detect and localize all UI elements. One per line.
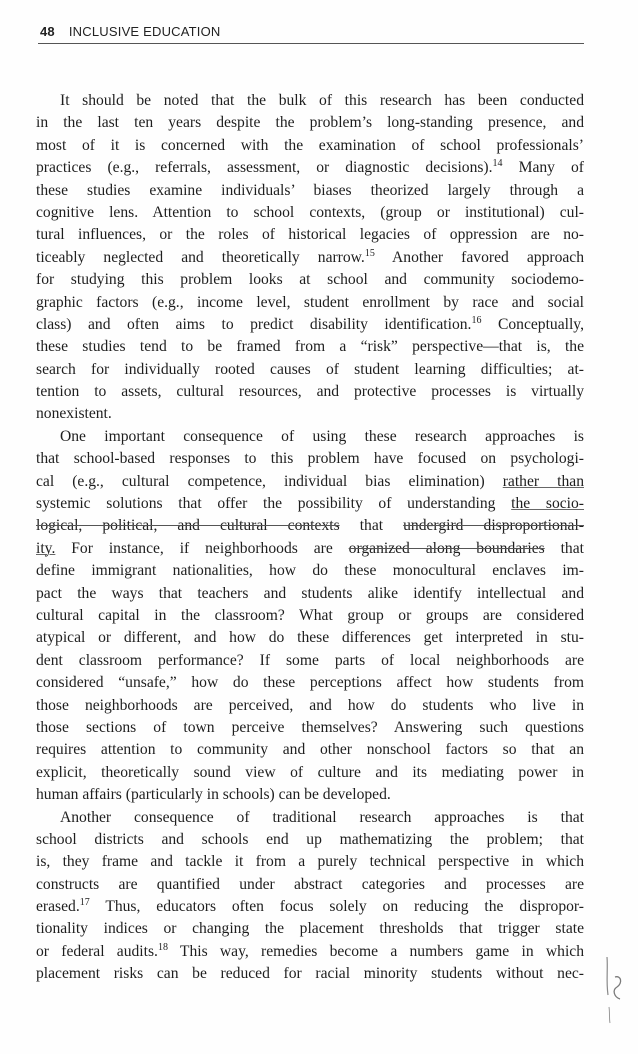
text-line: Another consequence of traditional research approaches is that — [60, 808, 584, 826]
pencil-underline: rather than — [502, 472, 584, 490]
text-line: explicit, theoretically sound view of culture and its mediating power in — [36, 763, 584, 781]
pencil-strikethrough: organized along boundaries — [348, 539, 545, 557]
text-line: cognitive lens. Attention to school contexts, (group or institutional) cul- — [36, 203, 584, 221]
text-line: these studies tend to be framed from a “risk” perspective—that is, the — [36, 338, 584, 356]
text-line: systemic solutions that offer the possibility of understanding the socio- — [36, 495, 585, 513]
text-line: school districts and schools end up mathematizing the problem; that — [36, 830, 584, 848]
text-line: requires attention to community and other nonschool factors so that an — [36, 741, 584, 759]
text-line: these studies examine individuals’ biases theorized largely through a — [36, 181, 584, 199]
margin-pencil-mark — [603, 955, 627, 1025]
body-text — [36, 90, 584, 986]
text-line: for studying this problem looks at school and community sociodemo- — [36, 271, 584, 289]
text-line: ity. For instance, if neighborhoods are organized along boundaries that — [36, 539, 584, 557]
text-line: tural influences, or the roles of historical legacies of oppression are no- — [36, 226, 584, 244]
text-line: tionality indices or changing the placement thresholds that trigger state — [36, 920, 584, 938]
text-line: placement risks can be reduced for racial minority students without nec- — [36, 965, 584, 983]
text-line: is, they frame and tackle it from a purely technical perspective in which — [36, 853, 584, 871]
text-line: ticeably neglected and theoretically narrow.$^{15}$ Another favored approach — [36, 247, 584, 266]
pencil-strikethrough: logical, political, and cultural contexts — [36, 517, 340, 535]
text-line: nonexistent. — [36, 405, 112, 423]
footnote-ref: 18 — [157, 941, 168, 953]
text-line: cultural capital in the classroom? What group or groups are considered — [36, 606, 584, 624]
running-title: INCLUSIVE EDUCATION — [68, 24, 221, 39]
text-line: constructs are quantified under abstract categories and processes are — [36, 875, 584, 893]
text-line: One important consequence of using these research approaches is — [60, 427, 584, 445]
text-line: considered “unsafe,” how do these perceptions affect how students from — [36, 674, 584, 692]
text-line: human affairs (particularly in schools) can be developed. — [36, 786, 391, 804]
pencil-strikethrough: undergird disproportional- — [403, 517, 584, 535]
text-line: logical, political, and cultural contexts that undergird disproportional- — [36, 517, 584, 535]
text-line: those neighborhoods are perceived, and how do students who live in — [36, 696, 584, 714]
pencil-underline: ity. — [36, 539, 56, 557]
footnote-ref: 16 — [471, 314, 482, 326]
text-line: or federal audits.$^{18}$ This way, remedies become a numbers game in which — [36, 941, 584, 960]
text-line: tention to assets, cultural resources, and protective processes is virtually — [36, 383, 584, 401]
header-rule — [38, 43, 584, 44]
pencil-underline: the socio- — [511, 495, 585, 513]
text-line: dent classroom performance? If some parts of local neighborhoods are — [36, 651, 584, 669]
text-line: search for individually rooted causes of student learning difficulties; at- — [36, 360, 584, 378]
text-line: that school-based responses to this problem have focused on psychologi- — [36, 450, 584, 468]
footnote-ref: 14 — [492, 158, 503, 170]
page-number: 48 — [40, 24, 55, 39]
text-line: erased.$^{17}$ Thus, educators often focus solely on reducing the dispropor- — [36, 897, 584, 916]
text-line: class) and often aims to predict disability identification.$^{16}$ Conceptually, — [36, 314, 584, 333]
text-line: cal (e.g., cultural competence, individual bias elimination) rather than — [36, 472, 584, 490]
text-line: practices (e.g., referrals, assessment, or diagnostic decisions).$^{14}$ Many of — [36, 158, 584, 177]
text-line: in the last ten years despite the problem’s long-standing presence, and — [36, 114, 584, 132]
text-line: atypical or different, and how do these differences get interpreted in stu- — [36, 629, 584, 647]
text-line: graphic factors (e.g., income level, student enrollment by race and social — [36, 293, 584, 311]
running-head — [40, 24, 582, 39]
text-line: pact the ways that teachers and students alike identify intellectual and — [36, 584, 584, 602]
text-line: define immigrant nationalities, how do these monocultural enclaves im- — [36, 562, 584, 580]
text-line: most of it is concerned with the examination of school professionals’ — [36, 136, 584, 154]
text-line: those sections of town perceive themselves? Answering such questions — [36, 718, 584, 736]
footnote-ref: 15 — [364, 247, 375, 259]
footnote-ref: 17 — [79, 897, 90, 909]
text-line: It should be noted that the bulk of this research has been conducted — [60, 92, 584, 109]
